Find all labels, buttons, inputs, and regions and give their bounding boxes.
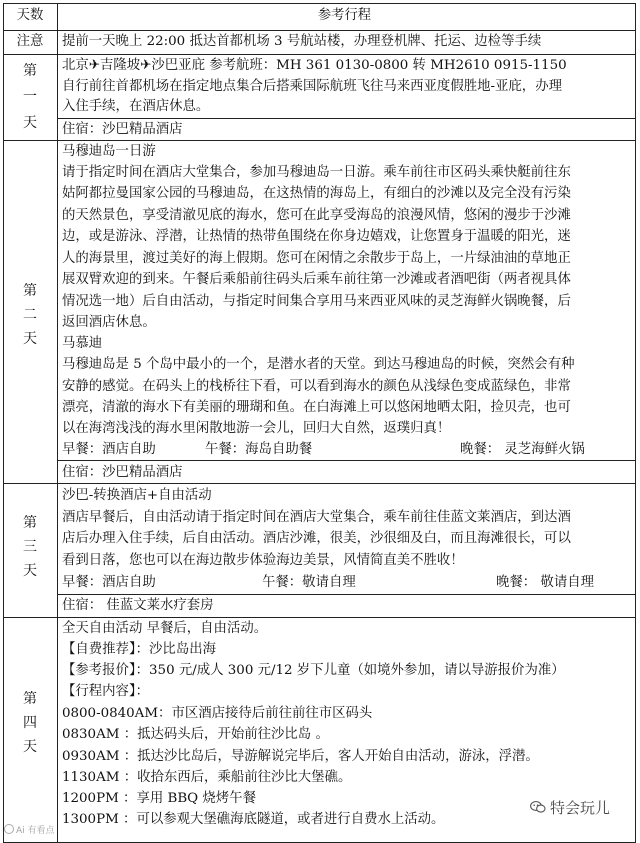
day-4-line: 0830AM ：抵达码头后，开始前往沙比岛 。 <box>62 727 329 742</box>
day-3-label: 第 三 天 <box>23 515 37 579</box>
day-4-line: 1130AM ：收拾东西后，乘船前往沙比大堡礁。 <box>62 770 352 785</box>
day-3-stay: 住宿： 佳蓝文莱水疗套房 <box>62 598 214 613</box>
day-4-line: 【行程内容】： <box>62 684 150 699</box>
header-itinerary-column: 参考行程 <box>317 8 372 23</box>
day-2-line: 情况选一地）后自由活动，与指定时间集合享用马来西亚风味的灵芝海鲜火锅晚餐，后 <box>62 294 571 309</box>
day-2-line: 的天然景色，享受清澈见底的海水，您可在此享受海岛的浪漫风情，悠闲的漫步于沙滩 <box>62 208 571 223</box>
day-2-line: 以在海湾浅浅的海水里闲散地游一会儿，回归大自然，返璞归真！ <box>62 421 451 436</box>
day-1-route: 北京✈吉隆坡✈沙巴亚庇 参考航班：MH 361 0130-0800 转 MH2610 0915-1150 <box>62 58 567 73</box>
day-2-line: 马穆迪岛一日游 <box>62 144 156 159</box>
day-4-line: 0800-0840AM：市区酒店接待后前往前往市区码头 <box>62 706 373 721</box>
day-3-line: 酒店早餐后，自由活动请于指定时间在酒店大堂集合，乘车前往佳蓝文莱酒店，到达酒 <box>62 510 571 525</box>
watermark-corner <box>4 822 55 836</box>
day-3-dinner: 晚餐： 敬请自理 <box>496 575 594 590</box>
day-2-line: 漂亮，清澈的海水下有美丽的珊瑚和鱼。在白海滩上可以悠闲地晒太阳，捡贝壳，也可 <box>62 400 571 415</box>
header-day-column: 天数 <box>16 8 44 23</box>
day-2-label: 第 二 天 <box>23 283 37 347</box>
day-1-stay: 住宿：沙巴精品酒店 <box>62 122 183 137</box>
day-2-lunch: 午餐：海岛自助餐 <box>205 442 313 457</box>
day-2-line: 返回酒店休息。 <box>62 315 156 330</box>
day-2-line: 安静的感觉。在码头上的栈桥往下看，可以看到海水的颜色从浅绿色变成蓝绿色，非常 <box>62 379 571 394</box>
day-4-line: 0930AM ：抵达沙比岛后，导游解说完毕后，客人开始自由活动，游泳，浮潜。 <box>62 749 539 764</box>
day-4-line: 【自费推荐】：沙比岛出海 <box>62 642 216 657</box>
eye-icon <box>4 824 14 834</box>
day-4-line: 【参考报价】：350 元/成人 300 元/12 岁下儿童（如境外参加，请以导游报价为准） <box>62 663 565 678</box>
day-2-dinner: 晚餐： 灵芝海鲜火锅 <box>460 442 585 457</box>
day-3-breakfast: 早餐：酒店自助 <box>62 575 156 590</box>
day-4-line: 1200PM ：享用 BBQ 烧烤午餐 <box>62 791 256 806</box>
day-2-line: 人的海景里，渡过美好的海上假期。您可在闲情之余散步于岛上，一片绿油油的草地正 <box>62 251 571 266</box>
day-1-line: 入住手续，在酒店休息。 <box>62 99 210 114</box>
day-2-line: 马慕迪 <box>62 336 103 351</box>
day-2-line: 马穆迪岛是 5 个岛中最小的一个，是潜水者的天堂。到达马穆迪岛的时候，突然会有种 <box>62 357 575 372</box>
wechat-icon <box>530 800 546 814</box>
day-4-label: 第 四 天 <box>23 691 37 755</box>
day-2-line: 展双臂欢迎的到来。午餐后乘船前往码头后乘车前往第一沙滩或者酒吧街（两者视具体 <box>62 272 571 287</box>
day-4-line: 全天自由活动 早餐后，自由活动。 <box>62 621 268 636</box>
day-2-stay: 住宿：沙巴精品酒店 <box>62 465 183 480</box>
watermark-corner-text: Ai 有看点 <box>16 825 55 836</box>
day-3-line: 沙巴-转换酒店+自由活动 <box>62 488 212 503</box>
day-2-line: 边，或是游泳、浮潜，让热情的热带鱼围绕在你身边嬉戏，让您置身于温暖的阳光，迷 <box>62 229 571 244</box>
notice-text: 提前一天晚上 22:00 抵达首都机场 3 号航站楼，办理登机牌、托运、边检等手续 <box>62 34 542 49</box>
day-3-line: 看到日落，您也可以在海边散步体验海边美景，风情简直美不胜收！ <box>62 553 464 568</box>
day-1-label: 第 一 天 <box>23 63 37 131</box>
day-2-line: 请于指定时间在酒店大堂集合，参加马穆迪岛一日游。乘车前往市区码头乘快艇前往东 <box>62 165 571 180</box>
day-4-line: 1300PM ：可以参观大堡礁海底隧道，或者进行自费水上活动。 <box>62 812 445 827</box>
day-2-line: 姑阿都拉曼国家公园的马穆迪岛，在这热情的海岛上，有细白的沙滩以及完全没有污染 <box>62 186 571 201</box>
day-2-breakfast: 早餐：酒店自助 <box>62 442 156 457</box>
watermark-account <box>530 797 610 817</box>
day-3-line: 店后办理入住手续，后自由活动。酒店沙滩，很美，沙很细及白，而且海滩很长，可以 <box>62 531 571 546</box>
notice-label: 注意 <box>16 34 44 49</box>
day-1-line: 自行前往首都机场在指定地点集合后搭乘国际航班飞往马来西亚度假胜地-亚庇，办理 <box>62 79 562 94</box>
watermark-account-name: 特会玩儿 <box>550 798 611 817</box>
day-3-lunch: 午餐：敬请自理 <box>262 575 356 590</box>
